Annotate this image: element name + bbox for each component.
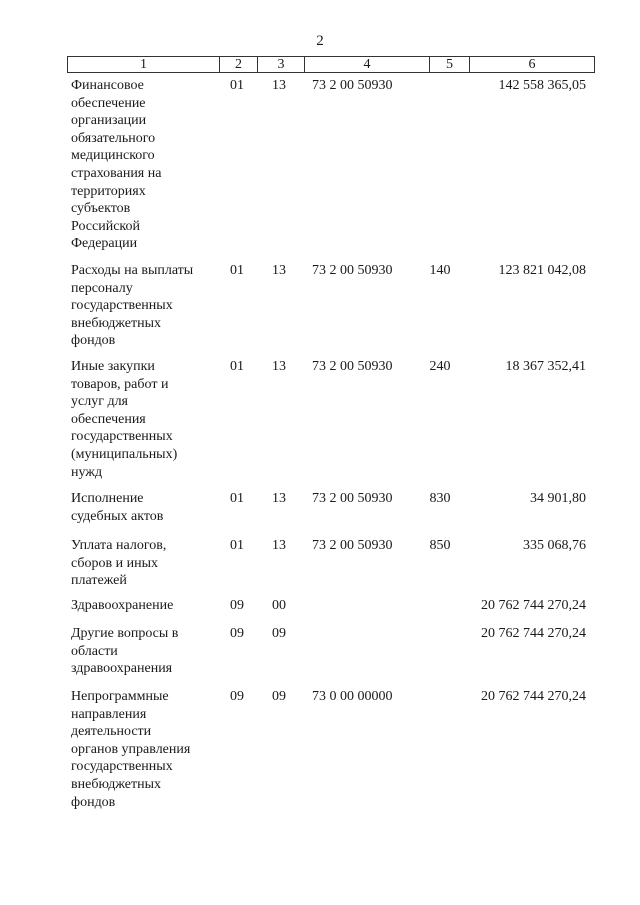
- row-subsection: 13: [272, 538, 286, 553]
- row-section: 01: [230, 491, 244, 506]
- page-number: 2: [316, 33, 324, 49]
- row-amount: 34 901,80: [530, 491, 586, 506]
- row-amount: 20 762 744 270,24: [481, 689, 586, 704]
- header-col-6: 6: [528, 57, 536, 72]
- row-section: 09: [230, 689, 244, 704]
- row-target-article: 73 2 00 50930: [312, 491, 393, 506]
- header-col-5: 5: [430, 57, 470, 72]
- row-name: Уплата налогов, сборов и иных платежей: [71, 538, 167, 589]
- row-name: Расходы на выплаты персоналу государственных внебюджетных фондов: [71, 263, 194, 349]
- row-target-article: 73 2 00 50930: [312, 263, 393, 278]
- row-section: 09: [230, 598, 244, 613]
- row-amount: 142 558 365,05: [498, 78, 586, 93]
- row-subsection: 13: [272, 359, 286, 374]
- row-amount: 123 821 042,08: [498, 263, 586, 278]
- row-target-article: 73 0 00 00000: [312, 689, 393, 704]
- row-target-article: 73 2 00 50930: [312, 538, 393, 553]
- row-name: Непрограммные направления деятельности органов управления государственных внебюджетных фондов: [71, 689, 191, 810]
- row-amount: 20 762 744 270,24: [481, 598, 586, 613]
- row-expense-type: 140: [429, 263, 451, 278]
- row-amount: 335 068,76: [523, 538, 586, 553]
- row-name: Иные закупки товаров, работ и услуг для обеспечения государственных (муниципальных) нужд: [71, 359, 178, 480]
- header-col-1: 1: [68, 57, 220, 72]
- row-section: 01: [230, 263, 244, 278]
- header-col-3: 3: [258, 57, 305, 72]
- row-subsection: 09: [272, 689, 286, 704]
- row-expense-type: 830: [429, 491, 451, 506]
- row-target-article: 73 2 00 50930: [312, 359, 393, 374]
- row-amount: 18 367 352,41: [505, 359, 586, 374]
- row-name: Другие вопросы в области здравоохранения: [71, 626, 179, 677]
- row-name: Здравоохранение: [71, 598, 174, 613]
- row-section: 01: [230, 359, 244, 374]
- row-name: Исполнение судебных актов: [71, 491, 164, 524]
- row-subsection: 13: [272, 263, 286, 278]
- header-col-2: 2: [220, 57, 258, 72]
- row-subsection: 13: [272, 491, 286, 506]
- row-expense-type: 850: [429, 538, 451, 553]
- row-amount: 20 762 744 270,24: [481, 626, 586, 641]
- row-expense-type: 240: [429, 359, 451, 374]
- row-subsection: 13: [272, 78, 286, 93]
- table-header-row: [67, 56, 595, 73]
- row-section: 01: [230, 78, 244, 93]
- row-name: Финансовое обеспечение организации обязательного медицинского страхования на территориях субъектов Российской Федерации: [71, 78, 162, 252]
- row-subsection: 00: [272, 598, 286, 613]
- row-target-article: 73 2 00 50930: [312, 78, 393, 93]
- row-subsection: 09: [272, 626, 286, 641]
- row-section: 09: [230, 626, 244, 641]
- header-col-4: 4: [305, 57, 430, 72]
- row-section: 01: [230, 538, 244, 553]
